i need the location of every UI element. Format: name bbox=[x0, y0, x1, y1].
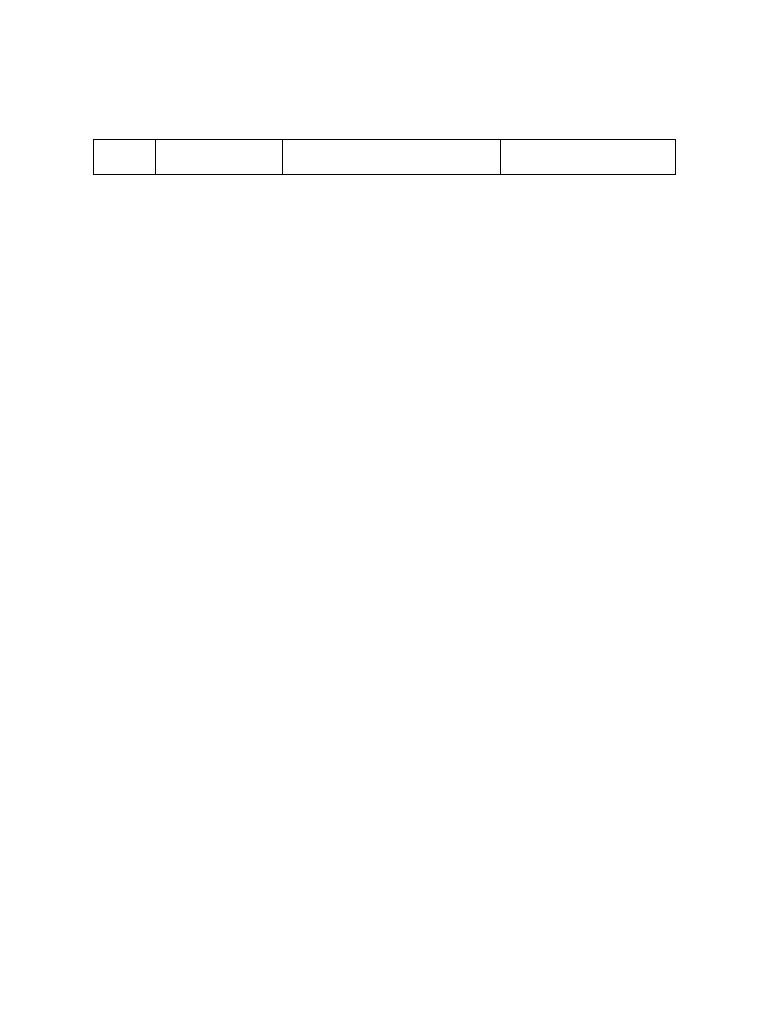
table-header bbox=[94, 140, 676, 175]
header-no bbox=[94, 140, 156, 175]
header-row bbox=[94, 140, 676, 175]
header-keterangan bbox=[501, 140, 676, 175]
symbol-table bbox=[93, 139, 676, 175]
header-nama-simbol bbox=[283, 140, 501, 175]
header-simbol bbox=[156, 140, 283, 175]
